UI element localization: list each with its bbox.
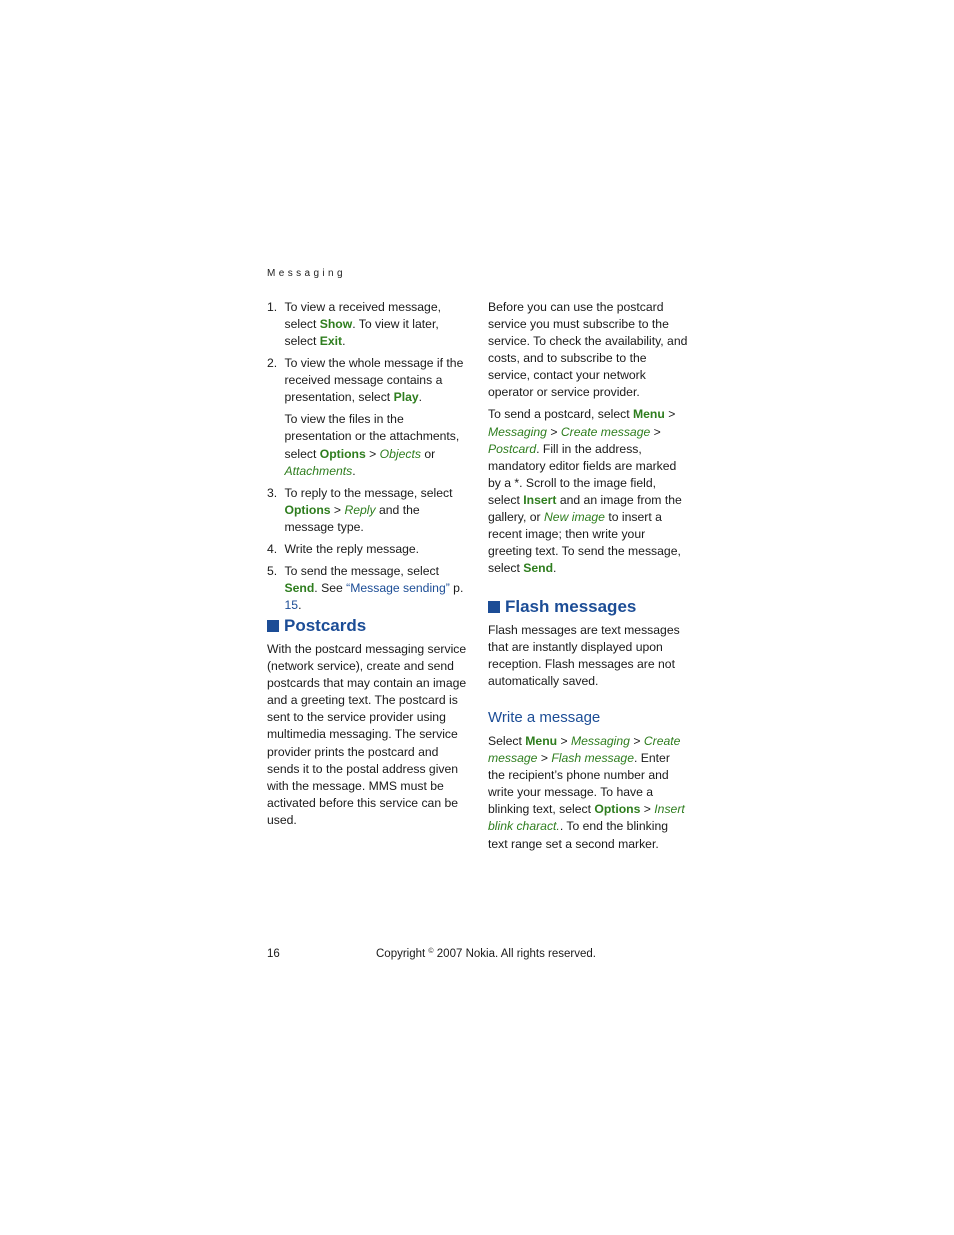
separator: > [546, 424, 561, 439]
steps-list [267, 299, 467, 614]
body-text: and an image from the gallery, or [488, 492, 682, 525]
show-command: Show [319, 317, 353, 332]
menu-command: Menu [632, 407, 665, 422]
step-text: To send the message, select [284, 563, 439, 578]
postcards-body [267, 641, 467, 829]
step-2-subparagraph [285, 411, 468, 479]
step-1 [267, 299, 467, 350]
step-text: . To view it later, select [284, 317, 439, 349]
attachments-option: Attachments [284, 463, 353, 478]
messaging-option: Messaging [488, 424, 547, 439]
page-link[interactable]: 15 [284, 597, 299, 612]
step-text: . [298, 597, 302, 612]
step-text: . [352, 463, 356, 478]
body-text: . Enter the recipient’s phone number and write your message. To have a blinking text, select [488, 751, 670, 817]
insert-blink-option: Insert blink charact. [488, 802, 685, 834]
step-text: . [342, 334, 346, 349]
options-command: Options [319, 446, 366, 461]
step-2 [267, 355, 467, 480]
separator: > [640, 802, 655, 817]
reply-option: Reply [344, 502, 376, 517]
left-column [267, 299, 467, 619]
body-text: Select [488, 734, 526, 748]
running-head: Messaging [267, 268, 346, 279]
write-message-paragraph [488, 733, 688, 853]
step-number: 4. [267, 541, 278, 556]
body-text: . [553, 561, 557, 576]
new-image-option: New image [544, 510, 605, 525]
step-text: Write the reply message. [284, 541, 420, 556]
page-number: 16 [267, 948, 280, 960]
step-number: 3. [267, 485, 278, 500]
step-3 [267, 485, 467, 536]
step-text: p. [449, 580, 464, 595]
write-message-heading: Write a message [488, 709, 601, 726]
flash-body [488, 622, 688, 690]
copyright-text: Copyright [376, 948, 429, 960]
separator: > [365, 446, 380, 461]
step-text: To view a received message, select [284, 300, 441, 332]
body-text: . Fill in the address, mandatory editor fields are marked by a *. Scroll to the image field, select [488, 441, 677, 507]
send-command: Send [523, 561, 554, 576]
postcard-option: Postcard [488, 441, 537, 456]
copyright-symbol: © [428, 948, 434, 955]
separator: > [330, 502, 345, 517]
postcards-heading [267, 615, 366, 636]
create-message-option: Create message [488, 734, 681, 766]
postcards-paragraph: With the postcard messaging service (network service), create and send postcards that may contain an image and a greeting text. The postcard is sent to the service provider using multimedia messaging. The service provider prints the postcard and sends it to the postal address given with the message. MMS must be activated before this service can be used. [267, 642, 467, 827]
options-command: Options [284, 502, 331, 517]
body-text: To send a postcard, select [488, 407, 633, 422]
create-message-option: Create message [560, 424, 651, 439]
write-message-body [488, 733, 688, 853]
step-text: or [421, 446, 436, 461]
body-text: . To end the blinking text range set a second marker. [488, 819, 668, 851]
menu-command: Menu [525, 734, 558, 748]
right-column [488, 299, 688, 577]
copyright-notice [376, 948, 596, 960]
step-text: . See [314, 580, 347, 595]
separator: > [664, 407, 676, 422]
step-text: To view the whole message if the received message contains a presentation, select [284, 356, 464, 405]
play-command: Play [393, 390, 419, 405]
subscription-paragraph: Before you can use the postcard service you must subscribe to the service. To check the availability, and costs, and to subscribe to the service, contact your network operator or service provider. [488, 300, 688, 400]
step-text: and the message type. [284, 502, 420, 534]
square-bullet-icon [488, 601, 500, 613]
step-4 [267, 541, 467, 558]
step-number: 2. [267, 356, 278, 371]
message-sending-link[interactable]: “Message sending” [346, 580, 450, 595]
messaging-option: Messaging [570, 734, 630, 748]
body-text: to insert a recent image; then write your greeting text. To send the message, select [488, 510, 681, 576]
separator: > [629, 734, 644, 748]
send-command: Send [284, 580, 315, 595]
step-text: To reply to the message, select [284, 485, 453, 500]
flash-message-option: Flash message [551, 751, 634, 766]
separator: > [650, 424, 661, 439]
step-5 [267, 563, 467, 614]
options-command: Options [594, 802, 641, 817]
flash-heading-text: Flash messages [505, 597, 637, 616]
flash-paragraph: Flash messages are text messages that are instantly displayed upon reception. Flash messages are not automatically saved. [488, 623, 680, 689]
exit-command: Exit [319, 334, 343, 349]
objects-option: Objects [379, 446, 421, 461]
copyright-text: 2007 Nokia. All rights reserved. [433, 948, 596, 960]
step-number: 1. [267, 300, 278, 314]
square-bullet-icon [267, 620, 279, 632]
step-number: 5. [267, 563, 278, 578]
postcards-heading-text: Postcards [284, 616, 367, 635]
insert-command: Insert [523, 492, 557, 507]
flash-messages-heading [488, 596, 636, 617]
send-postcard-paragraph [488, 406, 688, 577]
separator: > [537, 751, 552, 766]
step-text: . [418, 390, 423, 405]
step-text: To view the files in the presentation or the attachments, select [284, 412, 460, 461]
separator: > [557, 734, 571, 748]
